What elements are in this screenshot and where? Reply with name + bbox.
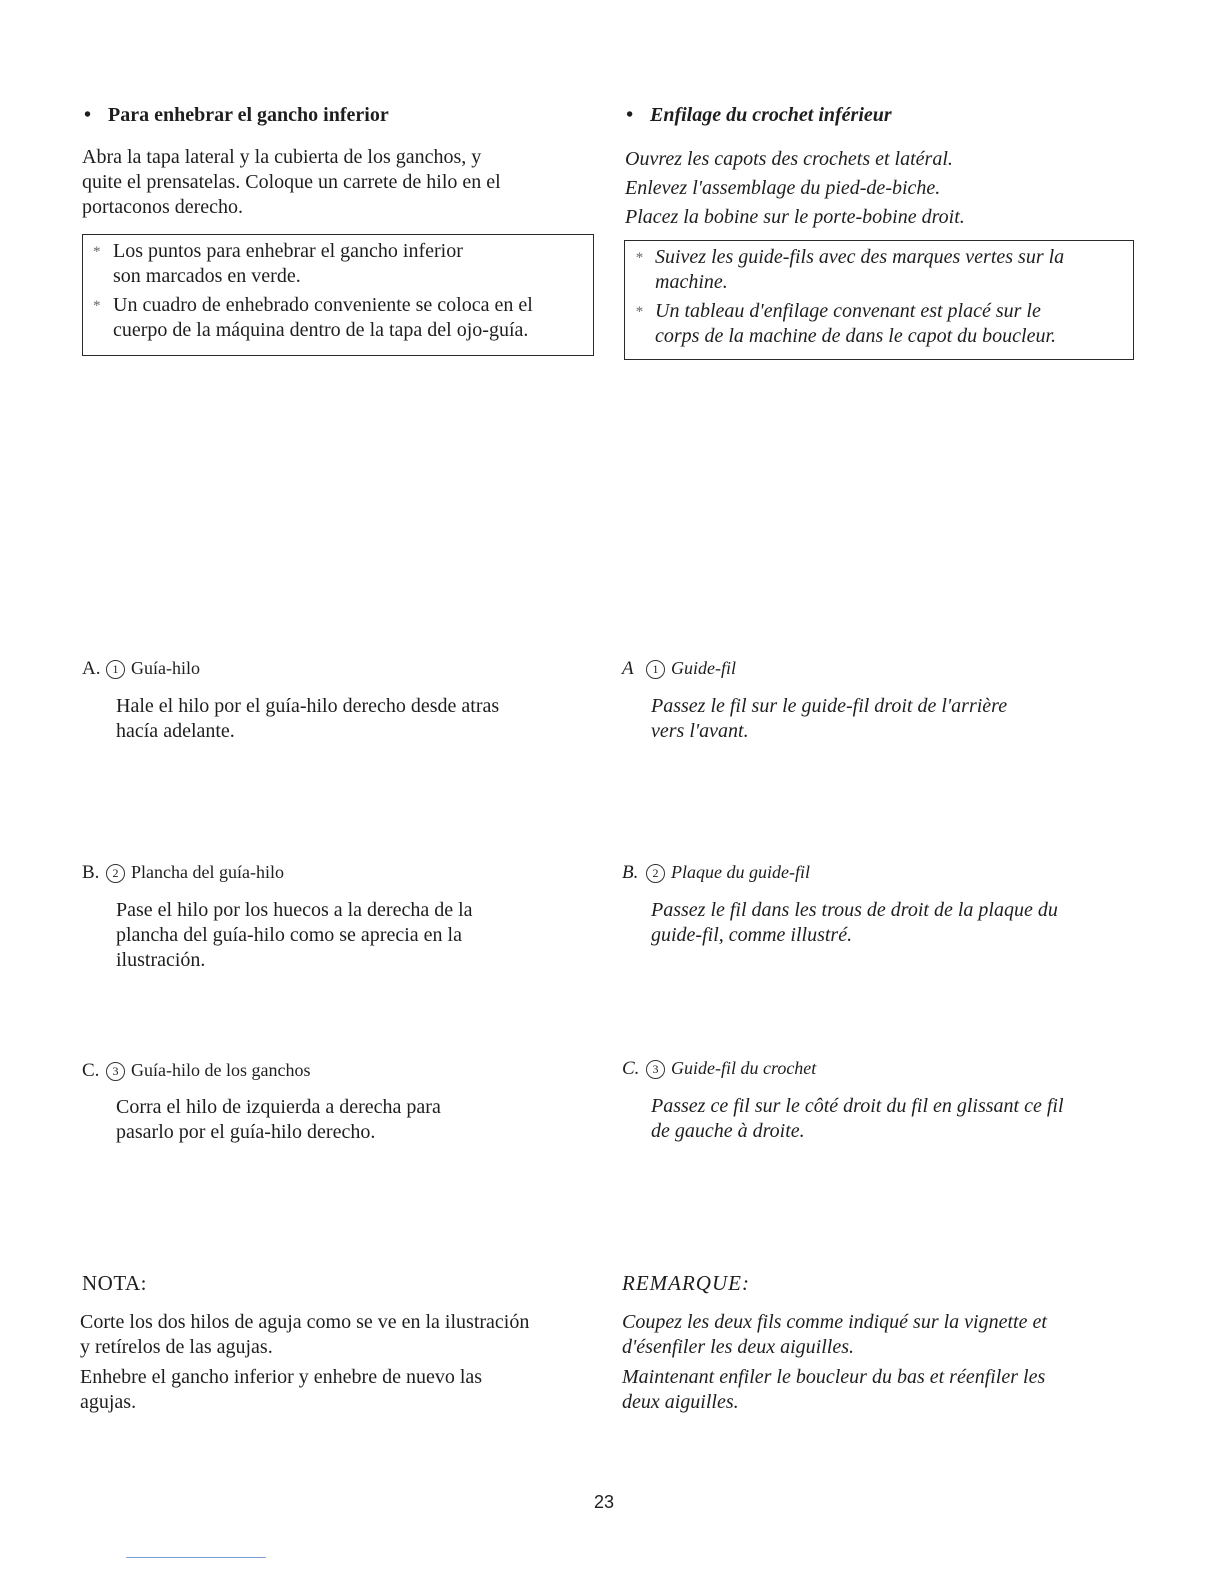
notes-box-fr bbox=[624, 240, 1134, 360]
page-number: 23 bbox=[594, 1492, 615, 1512]
text-line: corps de la machine de dans le capot du boucleur. bbox=[655, 325, 1057, 347]
text-line: portaconos derecho. bbox=[82, 196, 244, 218]
heading-fr-text: Enfilage du crochet inférieur bbox=[650, 104, 892, 126]
step-c-body-es bbox=[116, 1095, 441, 1145]
text-line: guide-fil, comme illustré. bbox=[651, 924, 853, 946]
nota-body-es bbox=[80, 1310, 529, 1415]
intro-paragraph-fr bbox=[625, 145, 965, 232]
text-line: d'ésenfiler les deux aiguilles. bbox=[622, 1336, 855, 1358]
text-line: Enlevez l'assemblage du pied-de-biche. bbox=[625, 177, 941, 199]
step-b-body-es bbox=[116, 898, 473, 973]
step-letter: B. bbox=[622, 862, 639, 883]
step-title-text: Guía-hilo bbox=[131, 658, 200, 678]
text-line: Placez la bobine sur le porte-bobine droit. bbox=[625, 206, 965, 228]
step-c-body-fr bbox=[651, 1094, 1064, 1144]
text-line: Passez ce fil sur le côté droit du fil en glissant ce fil bbox=[651, 1095, 1064, 1117]
asterisk-icon: * bbox=[93, 244, 101, 260]
step-letter: C. bbox=[82, 1060, 100, 1081]
step-letter: A. bbox=[82, 658, 101, 679]
text-line: Passez le fil dans les trous de droit de la plaque du bbox=[651, 899, 1058, 921]
text-line: Corte los dos hilos de aguja como se ve en la ilustración bbox=[80, 1311, 530, 1333]
text-line: Suivez les guide-fils avec des marques vertes sur la bbox=[655, 246, 1065, 268]
nota-label-es: NOTA: bbox=[82, 1271, 147, 1295]
asterisk-icon: * bbox=[635, 250, 643, 266]
circled-number-icon: 3 bbox=[106, 1062, 125, 1081]
bullet: • bbox=[626, 104, 634, 126]
asterisk-icon: * bbox=[635, 304, 643, 320]
text-line: ilustración. bbox=[116, 949, 206, 971]
note-item bbox=[93, 239, 585, 289]
intro-paragraph-es bbox=[82, 145, 501, 220]
text-line: plancha del guía-hilo como se aprecia en la bbox=[116, 924, 462, 946]
step-letter: C. bbox=[622, 1058, 640, 1079]
step-b-body-fr bbox=[651, 898, 1058, 948]
text-line: y retírelos de las agujas. bbox=[80, 1336, 273, 1358]
text-line: agujas. bbox=[80, 1391, 137, 1413]
footer-rule bbox=[126, 1557, 266, 1558]
step-letter: B. bbox=[82, 862, 100, 883]
step-title-text: Plancha del guía-hilo bbox=[131, 862, 284, 882]
text-line: Maintenant enfiler le boucleur du bas et réenfiler les bbox=[622, 1366, 1046, 1388]
step-title-text: Guide-fil du crochet bbox=[671, 1058, 817, 1078]
note-item bbox=[93, 293, 585, 343]
text-line: Corra el hilo de izquierda a derecha para bbox=[116, 1096, 441, 1118]
heading-fr bbox=[626, 104, 892, 127]
text-line: Un cuadro de enhebrado conveniente se coloca en el bbox=[113, 294, 533, 316]
text-line: Passez le fil sur le guide-fil droit de l'arrière bbox=[651, 695, 1008, 717]
text-line: Los puntos para enhebrar el gancho inferior bbox=[113, 240, 463, 262]
text-line: Ouvrez les capots des crochets et latéral. bbox=[625, 148, 953, 170]
bullet: • bbox=[84, 104, 92, 126]
circled-number-icon: 2 bbox=[646, 864, 665, 883]
circled-number-icon: 3 bbox=[646, 1060, 665, 1079]
step-c-title-es bbox=[82, 1060, 310, 1082]
text-line: Hale el hilo por el guía-hilo derecho desde atras bbox=[116, 695, 500, 717]
circled-number-icon: 1 bbox=[106, 660, 125, 679]
step-b-title-es bbox=[82, 862, 284, 884]
heading-es-text: Para enhebrar el gancho inferior bbox=[108, 104, 389, 126]
step-title-text: Guía-hilo de los ganchos bbox=[131, 1060, 311, 1080]
circled-number-icon: 1 bbox=[646, 660, 665, 679]
text-line: Coupez les deux fils comme indiqué sur la vignette et bbox=[622, 1311, 1047, 1333]
notes-box-es bbox=[82, 234, 594, 356]
note-item bbox=[635, 299, 1125, 349]
circled-number-icon: 2 bbox=[106, 864, 125, 883]
text-line: Enhebre el gancho inferior y enhebre de nuevo las bbox=[80, 1366, 483, 1388]
note-item bbox=[635, 245, 1125, 295]
text-line: Pase el hilo por los huecos a la derecha de la bbox=[116, 899, 473, 921]
step-a-body-es bbox=[116, 694, 499, 744]
step-a-title-es bbox=[82, 658, 200, 680]
text-line: deux aiguilles. bbox=[622, 1391, 739, 1413]
text-line: machine. bbox=[655, 271, 728, 293]
text-line: Un tableau d'enfilage convenant est placé sur le bbox=[655, 300, 1041, 322]
remarque-label-fr: REMARQUE: bbox=[622, 1271, 750, 1295]
step-title-text: Guide-fil bbox=[671, 658, 736, 678]
text-line: vers l'avant. bbox=[651, 720, 749, 742]
text-line: son marcados en verde. bbox=[113, 265, 301, 287]
text-line: hacía adelante. bbox=[116, 720, 235, 742]
text-line: de gauche à droite. bbox=[651, 1120, 805, 1142]
step-letter: A bbox=[622, 658, 634, 679]
text-line: quite el prensatelas. Coloque un carrete de hilo en el bbox=[82, 171, 501, 193]
remarque-body-fr bbox=[622, 1310, 1047, 1415]
step-title-text: Plaque du guide-fil bbox=[671, 862, 810, 882]
text-line: Abra la tapa lateral y la cubierta de los ganchos, y bbox=[82, 146, 482, 168]
asterisk-icon: * bbox=[93, 298, 101, 314]
step-b-title-fr bbox=[622, 862, 810, 884]
text-line: cuerpo de la máquina dentro de la tapa del ojo-guía. bbox=[113, 319, 529, 341]
step-c-title-fr bbox=[622, 1058, 816, 1080]
text-line: pasarlo por el guía-hilo derecho. bbox=[116, 1121, 376, 1143]
step-a-body-fr bbox=[651, 694, 1007, 744]
heading-es bbox=[84, 104, 389, 127]
step-a-title-fr bbox=[622, 658, 736, 680]
